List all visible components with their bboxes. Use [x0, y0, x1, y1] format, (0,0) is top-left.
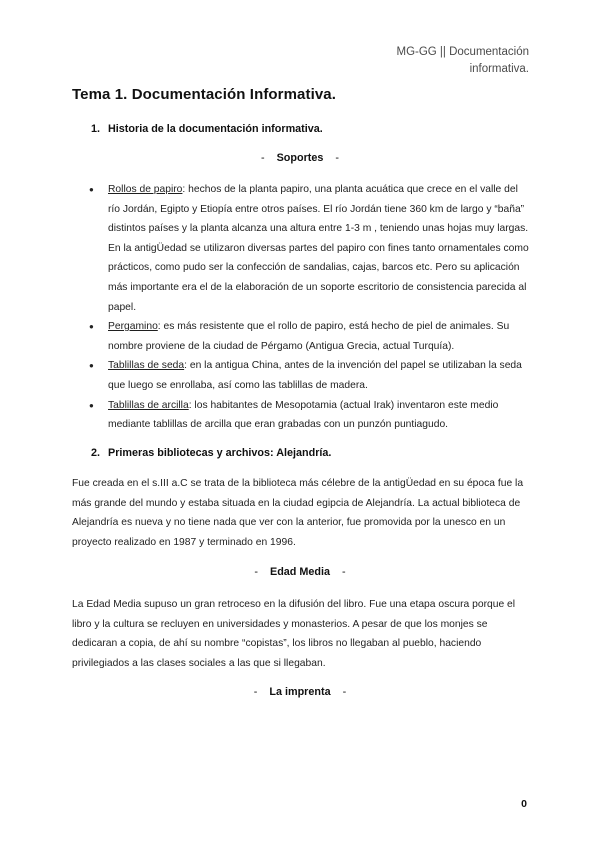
dash-left: -	[253, 686, 258, 698]
list-item-rollos	[89, 180, 529, 317]
dash-right: -	[342, 566, 346, 578]
subheading-edad-media	[0, 566, 600, 578]
subheading-la-imprenta	[0, 686, 600, 698]
dash-left: -	[254, 566, 258, 578]
term-rollos-de-papiro: Rollos de papiro	[108, 184, 183, 195]
section-1-heading	[91, 123, 323, 135]
paragraph-edad-media: La Edad Media supuso un gran retroceso en la difusión del libro. Fue una etapa oscura porque el libro y la cultura se recluyen en universidades y monasterios. A pesar de que los monjes se dedicaran a copia, de ahí su nombre “copistas”, los libros no llegaban al pueblo, haciendo privilegiados a las clases sociales a las que si llegaban.	[72, 599, 516, 669]
desc-tablillas-de-arcilla: : los habitantes de Mesopotamia (actual Irak) inventaron este medio mediante tablillas de arcilla que eran grabadas con un punzón puntiagudo.	[108, 399, 499, 431]
dash-right: -	[335, 152, 339, 164]
section-2-heading	[91, 447, 331, 459]
section-2-title: Primeras bibliotecas y archivos: Alejandría.	[108, 447, 332, 459]
document-header	[396, 44, 529, 78]
term-pergamino: Pergamino	[108, 321, 158, 333]
section-1-title: Historia de la documentación informativa.	[108, 123, 323, 135]
header-line-1: MG-GG || Documentación	[396, 46, 529, 58]
subheading-soportes	[0, 152, 600, 164]
header-line-2: informativa.	[469, 63, 529, 75]
subheading-label: Edad Media	[270, 566, 330, 578]
section-2-number: 2.	[91, 447, 101, 459]
desc-pergamino: : es más resistente que el rollo de papiro, está hecho de piel de animales. Su nombre proviene de la ciudad de Pérgamo (Antigua Grecia, actual Turquía).	[108, 321, 510, 352]
subheading-label: La imprenta	[269, 686, 331, 698]
dash-left: -	[260, 152, 265, 164]
desc-tablillas-de-seda: : en la antigua China, antes de la invención del papel se utilizaban la seda que luego se enrollaba, así como las tablillas de madera.	[108, 360, 522, 391]
term-tablillas-de-seda: Tablillas de seda	[108, 360, 185, 372]
page-title: Tema 1. Documentación Informativa.	[72, 86, 337, 103]
section-1-number: 1.	[91, 123, 101, 135]
soportes-list	[89, 180, 529, 435]
term-tablillas-de-arcilla: Tablillas de arcilla	[108, 399, 189, 411]
paragraph-alejandria: Fue creada en el s.III a.C se trata de la biblioteca más célebre de la antigÜedad en su época fue la más grande del mundo y estaba situada en la ciudad egipcia de Alejandría. La actual biblioteca de Alejandría es nueva y no tiene nada que ver con la anterior, fue promovida por la unesco en un proyecto realizado en 1987 y terminado en 1996.	[72, 478, 524, 548]
desc-rollos-de-papiro: : hechos de la planta papiro, una planta acuática que crece en el valle del río Jordán, Egipto y Etiopía entre otros países. El río Jordán tiene 360 km de largo y “baña” distintos países y la planta alcanza una altura entre 1-3 m , teniendo unas hojas muy largas. En la antigÜedad se utilizaron diversas partes del papiro con fines tanto ornamentales como prácticos, como pudo ser la confección de sandalias, cajas, barcos etc. Pero su aplicación más importante era el de la elaboración de un soporte escritorio de consistencia parecida al papel.	[108, 184, 529, 313]
list-item-seda	[89, 356, 529, 395]
dash-right: -	[342, 686, 347, 698]
page-number: 0	[521, 798, 527, 810]
list-item-pergamino	[89, 317, 529, 356]
subheading-label: Soportes	[276, 152, 324, 164]
list-item-arcilla	[89, 396, 529, 435]
